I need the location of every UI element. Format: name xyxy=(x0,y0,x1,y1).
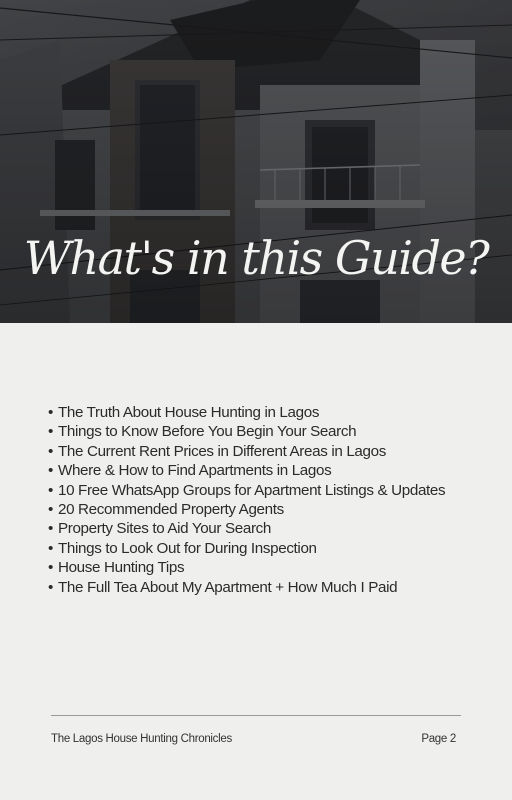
list-item: • House Hunting Tips xyxy=(48,558,445,577)
list-item: • 10 Free WhatsApp Groups for Apartment Listings & Updates xyxy=(48,481,445,500)
hero-banner xyxy=(0,0,512,323)
page-number: Page 2 xyxy=(421,733,456,745)
list-item: • 20 Recommended Property Agents xyxy=(48,500,445,519)
list-item: • The Truth About House Hunting in Lagos xyxy=(48,403,445,422)
list-item: • Property Sites to Aid Your Search xyxy=(48,519,445,538)
footer-divider xyxy=(51,715,461,716)
list-item: • Things to Know Before You Begin Your Search xyxy=(48,422,445,441)
list-item: • Things to Look Out for During Inspection xyxy=(48,539,445,558)
page-title: What's in this Guide? xyxy=(23,231,489,285)
footer-publication-title: The Lagos House Hunting Chronicles xyxy=(51,733,232,745)
list-item: • The Full Tea About My Apartment + How Much I Paid xyxy=(48,578,445,597)
list-item: • The Current Rent Prices in Different Areas in Lagos xyxy=(48,442,445,461)
list-item: • Where & How to Find Apartments in Lagos xyxy=(48,461,445,480)
guide-contents-list xyxy=(48,403,445,597)
